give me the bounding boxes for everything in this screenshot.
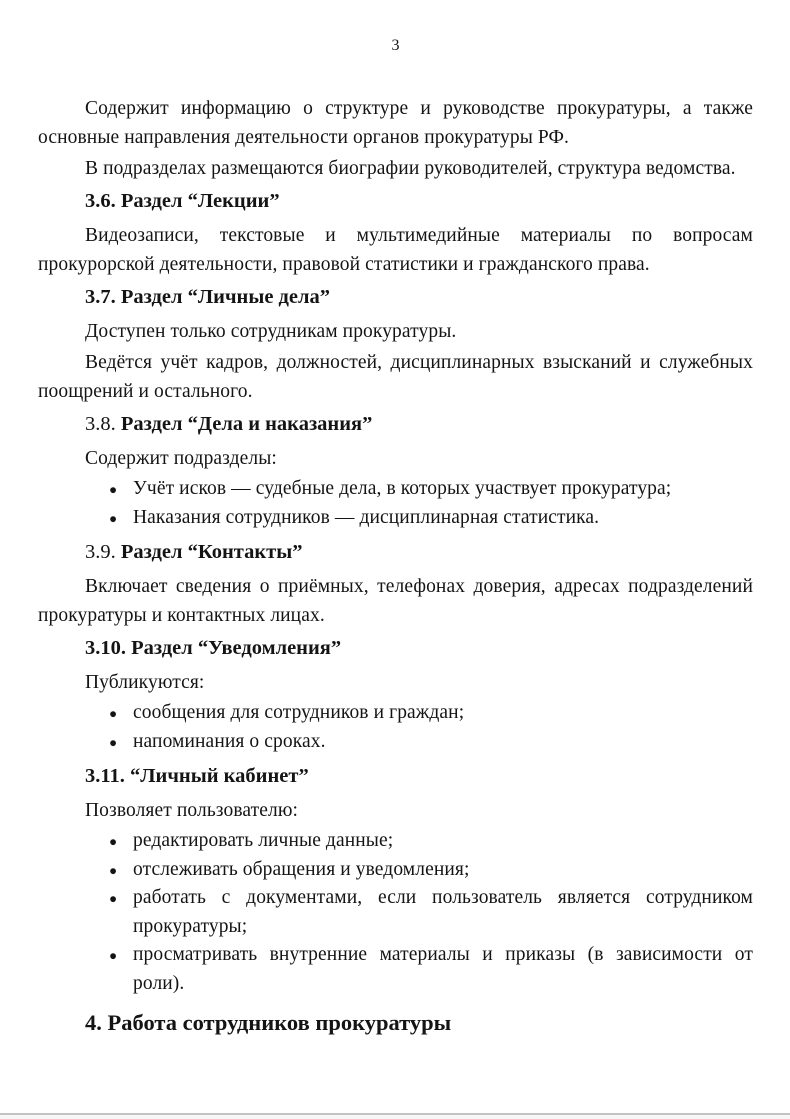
heading-number: 3.11.	[85, 765, 125, 787]
document-body	[38, 94, 753, 1039]
heading-number: 3.7.	[85, 286, 116, 308]
heading-number: 4.	[85, 1010, 102, 1035]
heading-title: “Личный кабинет”	[130, 765, 309, 787]
bullet-list	[38, 475, 753, 532]
heading-number: 3.9.	[85, 541, 116, 563]
bullet-item: ● редактировать личные данные;	[133, 827, 753, 856]
bullet-item: ● отслеживать обращения и уведомления;	[133, 856, 753, 885]
paragraph: Содержит подразделы:	[85, 448, 277, 469]
heading-title: Раздел “Личные дела”	[120, 286, 331, 308]
paragraph: Доступен только сотрудникам прокуратуры.	[85, 321, 457, 342]
heading-title: Работа сотрудников прокуратуры	[107, 1010, 452, 1035]
section-heading	[38, 186, 753, 217]
bullet-list	[38, 699, 753, 756]
paragraph: Включает сведения о приёмных, телефонах доверия, адресах подразделений прокуратуры и контактных лицах.	[38, 576, 753, 626]
bullet-item: ● работать с документами, если пользователь является сотрудником прокуратуры;	[133, 884, 753, 941]
heading-number: 3.8.	[85, 413, 116, 435]
bullet-item: ● Наказания сотрудников — дисциплинарная статистика.	[133, 504, 753, 533]
paragraph: Ведётся учёт кадров, должностей, дисциплинарных взысканий и служебных поощрений и остального.	[38, 352, 753, 402]
page-number: 3	[391, 37, 400, 54]
heading-number: 3.10.	[85, 637, 126, 659]
paragraph: Публикуются:	[85, 672, 205, 693]
section-heading	[38, 282, 753, 313]
bullet-list	[38, 827, 753, 998]
paragraph: Видеозаписи, текстовые и мультимедийные материалы по вопросам прокурорской деятельности, правовой статистики и гражданского права.	[38, 225, 753, 275]
bullet-item: ● сообщения для сотрудников и граждан;	[133, 699, 753, 728]
heading-title: Раздел “Уведомления”	[131, 637, 342, 659]
heading-number: 3.6.	[85, 190, 116, 212]
bullet-item: ● просматривать внутренние материалы и приказы (в зависимости от роли).	[133, 941, 753, 998]
section-heading	[38, 409, 753, 440]
viewer-background-strip	[0, 1115, 790, 1119]
section-heading	[38, 633, 753, 664]
heading-title: Раздел “Лекции”	[120, 190, 280, 212]
paragraph: Содержит информацию о структуре и руководстве прокуратуры, а также основные направления деятельности органов прокуратуры РФ.	[38, 98, 753, 148]
bullet-item: ● Учёт исков — судебные дела, в которых участвует прокуратура;	[133, 475, 753, 504]
section-heading	[38, 1006, 753, 1039]
paragraph: В подразделах размещаются биографии руководителей, структура ведомства.	[85, 158, 736, 179]
bullet-item: ● напоминания о сроках.	[133, 728, 753, 757]
paragraph: Позволяет пользователю:	[85, 800, 299, 821]
section-heading	[38, 537, 753, 568]
heading-title: Раздел “Дела и наказания”	[120, 413, 373, 435]
section-heading	[38, 761, 753, 792]
heading-title: Раздел “Контакты”	[120, 541, 303, 563]
